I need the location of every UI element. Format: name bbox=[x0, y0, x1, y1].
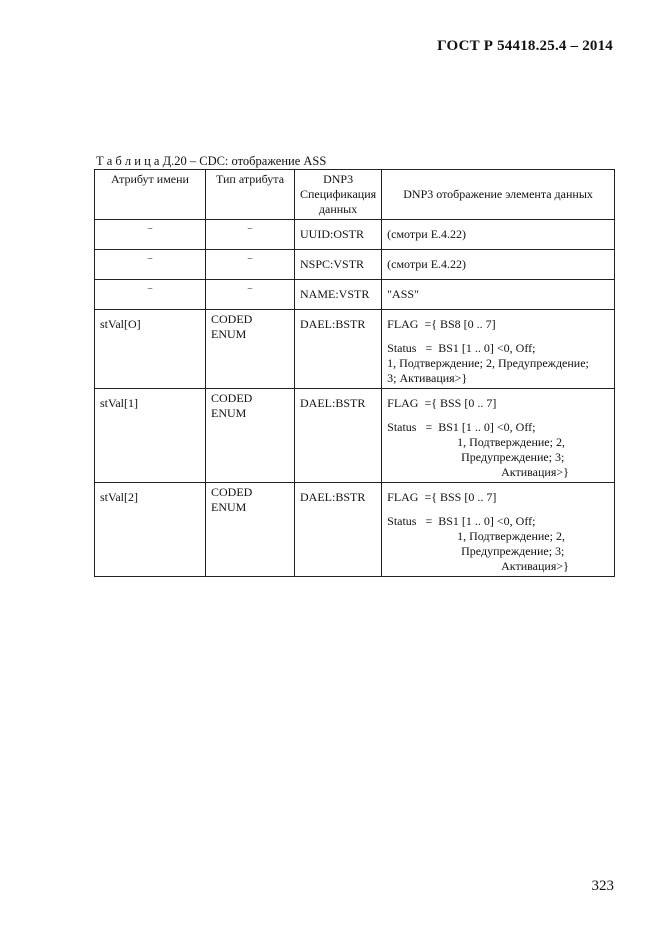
map-status-line1: Status = BS1 [1 .. 0] <0, Off; bbox=[387, 341, 536, 355]
cell-spec: DAEL:BSTR bbox=[295, 310, 382, 389]
map-status-line1: Status = BS1 [1 .. 0] <0, Off; bbox=[387, 420, 536, 434]
cell-map: (смотри E.4.22) bbox=[382, 250, 615, 280]
cell-name: – bbox=[95, 250, 206, 280]
cell-type-line1: CODED bbox=[211, 391, 253, 405]
table-row bbox=[95, 220, 615, 250]
table-caption: Т а б л и ц а Д.20 – CDC: отображение ASS bbox=[96, 154, 327, 168]
header-dnp3-map-text: DNP3 отображение элемента данных bbox=[403, 187, 593, 201]
map-status-line2: 1, Подтверждение; 2, Предупреждение; bbox=[387, 356, 589, 370]
cell-spec: DAEL:BSTR bbox=[295, 389, 382, 483]
document-header: ГОСТ Р 54418.25.4 – 2014 bbox=[437, 38, 613, 54]
header-dnp3-map bbox=[382, 170, 615, 220]
cell-type-line1: CODED bbox=[211, 312, 253, 326]
header-dnp3-spec-line2: Спецификация bbox=[300, 187, 377, 201]
header-attr-type: Тип атрибута bbox=[206, 170, 295, 220]
cell-name: stVal[O] bbox=[95, 310, 206, 389]
cell-map: (смотри E.4.22) bbox=[382, 220, 615, 250]
map-status-line2: 1, Подтверждение; 2, bbox=[457, 529, 565, 543]
map-status-line1: Status = BS1 [1 .. 0] <0, Off; bbox=[387, 514, 536, 528]
cell-spec: NSPC:VSTR bbox=[295, 250, 382, 280]
cell-type: – bbox=[206, 250, 295, 280]
table-row bbox=[95, 250, 615, 280]
header-dnp3-spec-line3: данных bbox=[318, 202, 358, 216]
cell-spec: UUID:OSTR bbox=[295, 220, 382, 250]
map-status-line3: Предупреждение; 3; bbox=[461, 450, 565, 464]
map-status-line2: 1, Подтверждение; 2, bbox=[457, 435, 565, 449]
cell-type bbox=[206, 310, 295, 389]
map-flag: FLAG ={ BS8 [0 .. 7] bbox=[387, 317, 496, 331]
cell-type: – bbox=[206, 220, 295, 250]
table-row bbox=[95, 280, 615, 310]
cell-type-line2: ENUM bbox=[211, 406, 247, 420]
map-flag: FLAG ={ BSS [0 .. 7] bbox=[387, 490, 497, 504]
cell-map bbox=[382, 310, 615, 389]
cell-map bbox=[382, 483, 615, 577]
map-status-line4: Активация>} bbox=[501, 559, 569, 573]
cell-name: stVal[1] bbox=[95, 389, 206, 483]
cell-spec: DAEL:BSTR bbox=[295, 483, 382, 577]
cell-name: – bbox=[95, 280, 206, 310]
map-flag: FLAG ={ BSS [0 .. 7] bbox=[387, 396, 497, 410]
cell-type-line1: CODED bbox=[211, 485, 253, 499]
cell-map: "ASS" bbox=[382, 280, 615, 310]
cell-type bbox=[206, 483, 295, 577]
cell-type bbox=[206, 389, 295, 483]
cell-name: – bbox=[95, 220, 206, 250]
header-dnp3-spec bbox=[295, 170, 382, 220]
cell-type: – bbox=[206, 280, 295, 310]
header-attr-name: Атрибут имени bbox=[95, 170, 206, 220]
cell-spec: NAME:VSTR bbox=[295, 280, 382, 310]
page-number: 323 bbox=[591, 878, 614, 894]
table-row bbox=[95, 483, 615, 577]
cell-name: stVal[2] bbox=[95, 483, 206, 577]
map-status-line3: Предупреждение; 3; bbox=[461, 544, 565, 558]
cell-map bbox=[382, 389, 615, 483]
header-dnp3-spec-line1: DNP3 bbox=[323, 172, 354, 186]
table-row bbox=[95, 310, 615, 389]
cell-type-line2: ENUM bbox=[211, 500, 247, 514]
cell-type-line2: ENUM bbox=[211, 327, 247, 341]
map-status-line3: 3; Активация>} bbox=[387, 371, 468, 385]
map-status-line4: Активация>} bbox=[501, 465, 569, 479]
mapping-table bbox=[94, 169, 615, 577]
table-row bbox=[95, 389, 615, 483]
table-header-row bbox=[95, 170, 615, 220]
